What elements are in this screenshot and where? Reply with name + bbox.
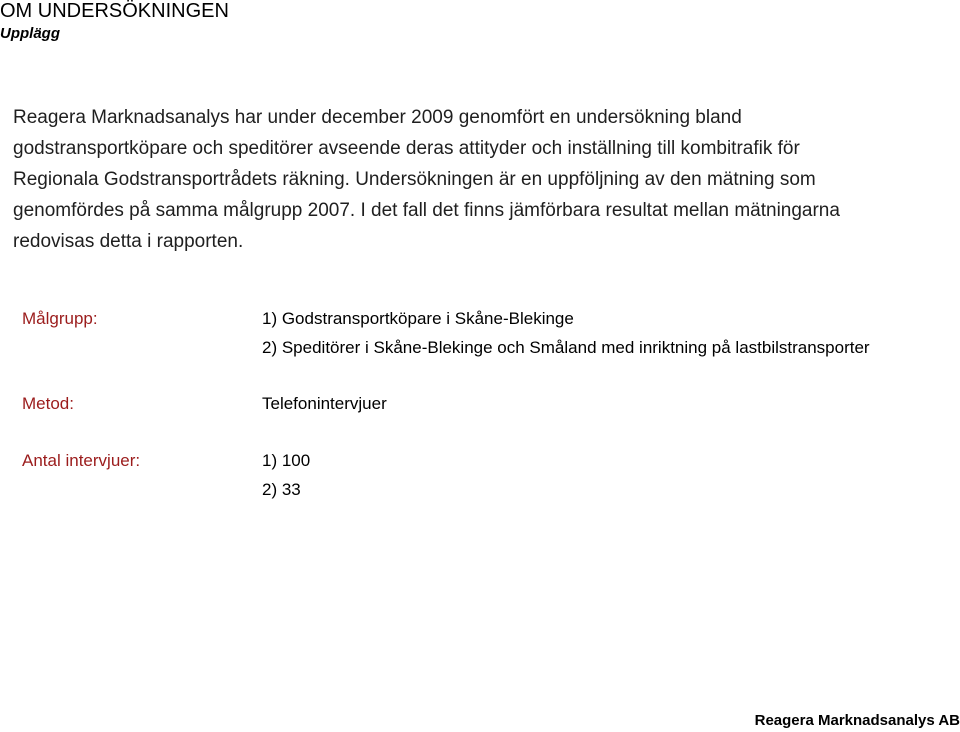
interview-count-label: Antal intervjuer: <box>22 451 141 470</box>
intro-line: Reagera Marknadsanalys har under december 2009 genomfört en undersökning bland <box>13 107 742 128</box>
intro-line: Regionala Godstransportrådets räkning. Undersökningen är en uppföljning av den mätning som <box>13 169 816 190</box>
intro-paragraph <box>13 102 948 257</box>
intro-line: genomfördes på samma målgrupp 2007. I det fall det finns jämförbara resultat mellan mätningarna <box>13 200 840 221</box>
page-title: OM UNDERSÖKNINGEN <box>0 0 229 22</box>
method-value: Telefonintervjuer <box>262 394 387 413</box>
target-group-value-1: 1) Godstransportköpare i Skåne-Blekinge <box>262 309 574 328</box>
target-group-label: Målgrupp: <box>22 309 98 328</box>
intro-line: redovisas detta i rapporten. <box>13 231 244 252</box>
intro-line: godstransportköpare och speditörer avseende deras attityder och inställning till kombitrafik för <box>13 138 800 159</box>
interview-count-value-1: 1) 100 <box>262 451 311 470</box>
footer-company: Reagera Marknadsanalys AB <box>754 712 960 729</box>
interview-count-value-2: 2) 33 <box>262 480 301 499</box>
method-label: Metod: <box>22 394 74 413</box>
page-subtitle: Upplägg <box>0 25 60 42</box>
target-group-value-2: 2) Speditörer i Skåne-Blekinge och Småland med inriktning på lastbilstransporter <box>262 338 870 357</box>
